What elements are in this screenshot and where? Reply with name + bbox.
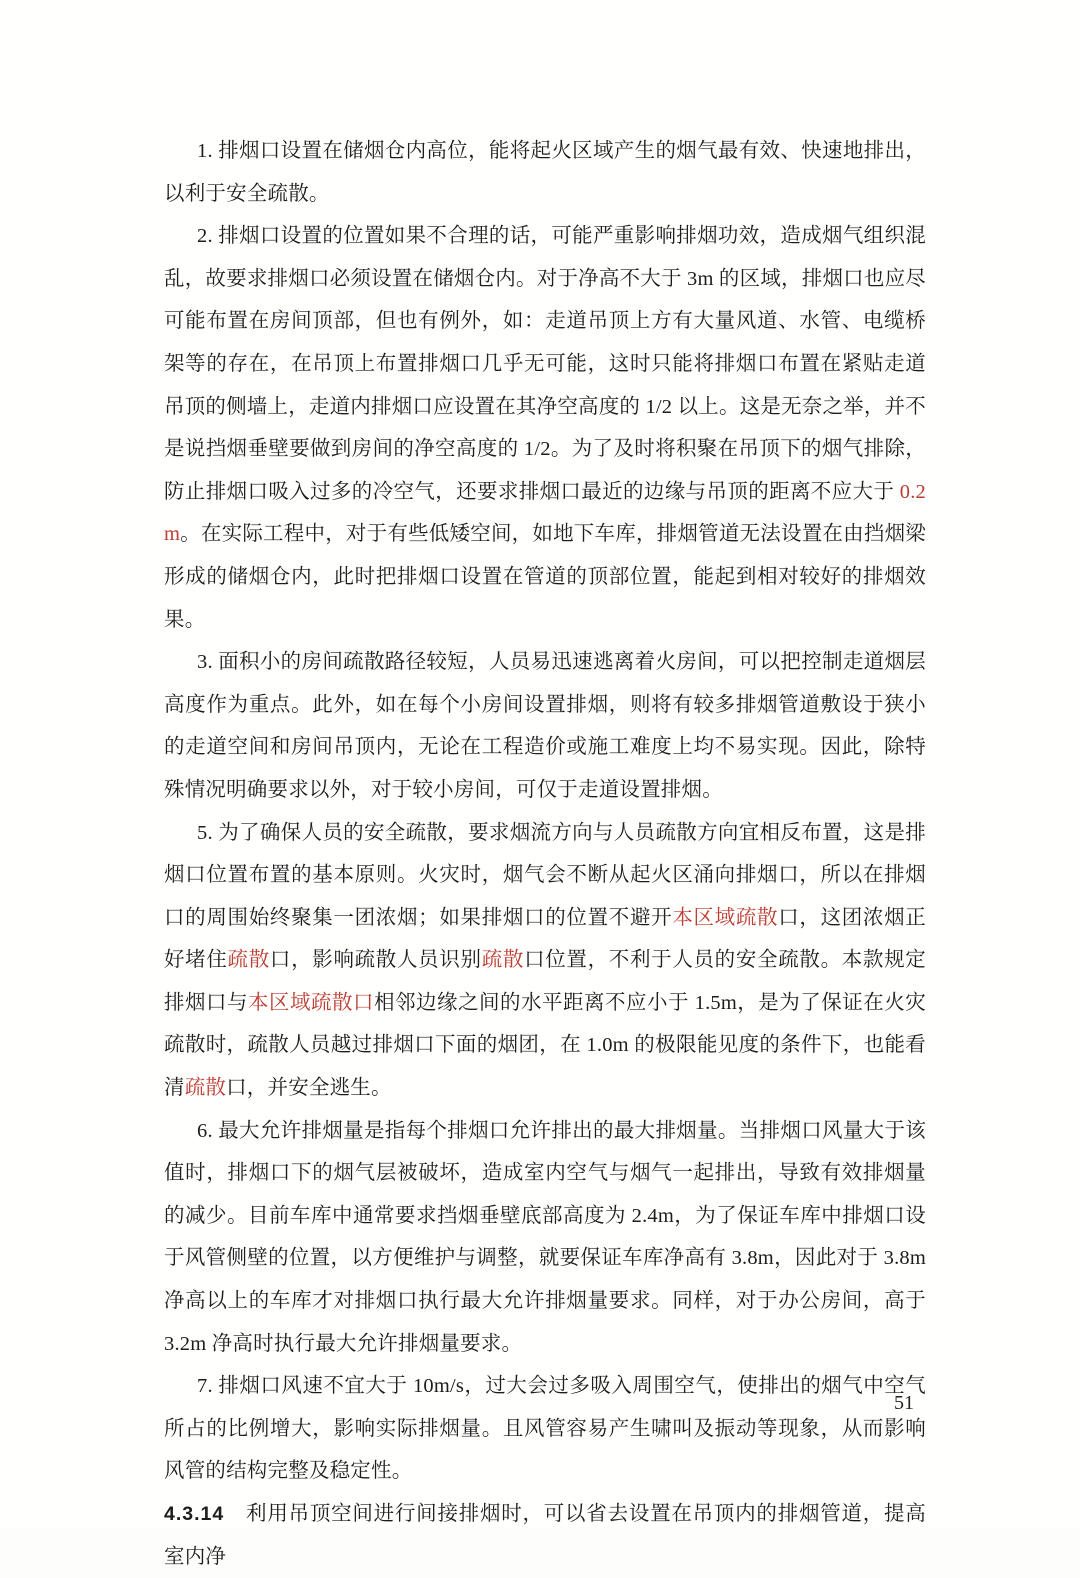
text-run: 口，并安全逃生。 xyxy=(226,1077,392,1100)
text-run: 5. 为了确保人员的安全疏散，要求烟流方向与人员疏散方向宜相反布置，这是排烟口位置布置的基本原则。火灾时，烟气会不断从起火区涌向排烟口，所以在排烟口的周围始终聚集一团浓烟；如果排烟口的位置不避开 xyxy=(164,821,926,929)
document-body xyxy=(164,130,926,1578)
commentary-item-7 xyxy=(164,1365,926,1493)
highlighted-text: 疏散 xyxy=(184,1077,227,1100)
text-run: 口，这团浓烟正好堵住 xyxy=(164,906,926,972)
highlighted-text: 本区域疏散口 xyxy=(248,991,374,1014)
commentary-item-1 xyxy=(164,130,926,215)
text-run: 1. 排烟口设置在储烟仓内高位，能将起火区域产生的烟气最有效、快速地排出，以利于安全疏散。 xyxy=(164,140,926,205)
text-run: 口，影响疏散人员识别 xyxy=(269,949,482,972)
text-run: 相邻边缘之间的水平距离不应小于 1.5m，是为了保证在火灾疏散时，疏散人员越过排烟口下面的烟团，在 1.0m 的极限能见度的条件下，也能看清 xyxy=(164,991,926,1100)
text-run: 3. 面积小的房间疏散路径较短，人员易迅速逃离着火房间，可以把控制走道烟层高度作为重点。此外，如在每个小房间设置排烟，则将有较多排烟管道敷设于狭小的走道空间和房间吊顶内，无论在工程造价或施工难度上均不易实现。因此，除特殊情况明确要求以外，对于较小房间，可仅于走道设置排烟。 xyxy=(164,651,926,801)
commentary-item-2 xyxy=(164,215,926,641)
text-run: 口位置，不利于人员的安全疏散。本款规定排烟口与 xyxy=(164,949,926,1014)
text-run: 6. 最大允许排烟量是指每个排烟口允许排出的最大排烟量。当排烟口风量大于该值时，排烟口下的烟气层被破坏，造成室内空气与烟气一起排出，导致有效排烟量的减少。目前车库中通常要求挡烟垂壁底部高度为 2.4m，为了保证车库中排烟口设于风管侧壁的位置，以方便维护与调整，就要保证车库净高有 3.8m，因此对于 3.8m 净高以上的车库才对排烟口执行最大允许排烟量要求。同样，对于办公房间，高于 3.2m 净高时执行最大允许排烟量要求。 xyxy=(164,1119,926,1355)
commentary-item-3 xyxy=(164,641,926,811)
commentary-item-5 xyxy=(164,812,926,1110)
text-run: 利用吊顶空间进行间接排烟时，可以省去设置在吊顶内的排烟管道，提高室内净 xyxy=(164,1503,926,1568)
text-run: 2. 排烟口设置的位置如果不合理的话，可能严重影响排烟功效，造成烟气组织混乱，故要求排烟口必须设置在储烟仓内。对于净高不大于 3m 的区域，排烟口也应尽可能布置在房间顶部，但也有例外，如：走道吊顶上方有大量风道、水管、电缆桥架等的存在，在吊顶上布置排烟口几乎无可能，这时只能将排烟口布置在紧贴走道吊顶的侧墙上，走道内排烟口应设置在其净空高度的 1/2 以上。这是无奈之举，并不是说挡烟垂壁要做到房间的净空高度的 1/2。为了及时将积聚在吊顶下的烟气排除，防止排烟口吸入过多的冷空气，还要求排烟口最近的边缘与吊顶的距离不应大于 xyxy=(164,225,926,503)
highlighted-text: 0.2m xyxy=(164,480,926,546)
highlighted-text: 疏散 xyxy=(481,949,525,972)
commentary-item-6 xyxy=(164,1110,926,1366)
page-number: 51 xyxy=(894,1392,914,1414)
highlighted-text: 疏散 xyxy=(227,949,270,972)
text-run: 7. 排烟口风速不宜大于 10m/s，过大会过多吸入周围空气，使排出的烟气中空气所占的比例增大，影响实际排烟量。且风管容易产生啸叫及振动等现象，从而影响风管的结构完整及稳定性。 xyxy=(164,1375,926,1483)
highlighted-text: 本区域疏散 xyxy=(672,906,779,929)
text-run: 。在实际工程中，对于有些低矮空间，如地下车库，排烟管道无法设置在由挡烟梁形成的储烟仓内，此时把排烟口设置在管道的顶部位置，能起到相对较好的排烟效果。 xyxy=(164,523,926,631)
clause-4-3-14 xyxy=(164,1493,926,1578)
clause-number: 4.3.14 xyxy=(164,1503,225,1525)
